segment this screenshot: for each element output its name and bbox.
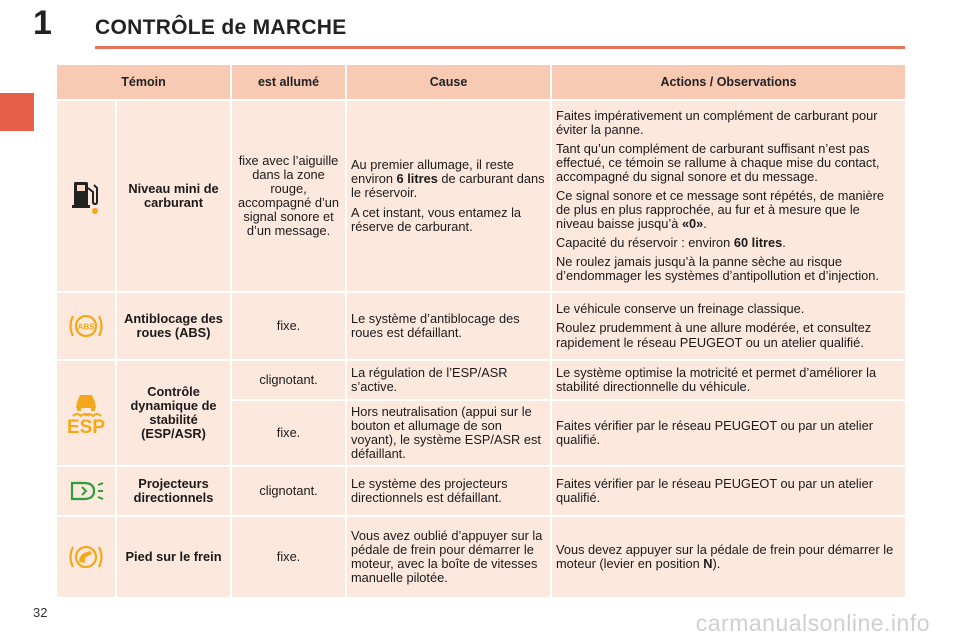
action-text: Le véhicule conserve un freinage classique. Roulez prudemment à une allure modérée, et consultez rapidement le réseau PEUGEOT ou un atelier qualifié. xyxy=(552,293,905,359)
indicator-name: Pied sur le frein xyxy=(117,517,230,597)
action-text: Le système optimise la motricité et permet d’améliorer la stabilité directionnelle du véhicule. xyxy=(552,361,905,399)
icon-cell xyxy=(57,293,115,359)
indicator-state: clignotant. xyxy=(232,361,345,399)
indicator-state: fixe. xyxy=(232,401,345,465)
icon-cell xyxy=(57,467,115,515)
directional-headlamp-icon xyxy=(61,479,111,503)
esp-icon xyxy=(61,390,111,437)
column-header-cause: Cause xyxy=(347,65,550,99)
cause-text: La régulation de l’ESP/ASR s’active. xyxy=(347,361,550,399)
table-row xyxy=(57,467,905,515)
table-row xyxy=(57,517,905,597)
column-header-temoin: Témoin xyxy=(57,65,230,99)
indicator-name: Antiblocage des roues (ABS) xyxy=(117,293,230,359)
cause-text: Hors neutralisation (appui sur le bouton et allumage de son voyant), le système ESP/ASR est défaillant. xyxy=(347,401,550,465)
cause-text: Au premier allumage, il reste environ 6 litres de carburant dans le réservoir. A cet instant, vous entamez la réserve de carburant. xyxy=(347,101,550,291)
watermark: carmanualsonline.info xyxy=(695,610,930,636)
cause-text: Le système des projecteurs directionnels est défaillant. xyxy=(347,467,550,515)
page-number: 32 xyxy=(33,605,48,620)
indicator-state: clignotant. xyxy=(232,467,345,515)
action-text: Faites vérifier par le réseau PEUGEOT ou par un atelier qualifié. xyxy=(552,401,905,465)
action-text: Faites impérativement un complément de carburant pour éviter la panne. Tant qu’un complément de carburant suffisant n’est pas effectué, ce témoin se rallume à chaque mise du contact, accompagné du signal sonore et du message. Ce signal sonore et ce message sont répétés, de manière de plus en plus rapprochée, au fur et à mesure que le niveau baisse jusqu’à «0». Capacité du réservoir : environ 60 litres. Ne roulez jamais jusqu’à la panne sèche au risque d’endommager les systèmes d’antipollution et d’injection. xyxy=(552,101,905,291)
chapter-side-tab xyxy=(0,93,34,131)
fuel-pump-icon xyxy=(61,176,111,216)
table-row xyxy=(57,101,905,291)
column-header-est-allume: est allumé xyxy=(232,65,345,99)
esp-icon-label: ESP xyxy=(66,416,106,438)
indicator-state: fixe avec l’aiguille dans la zone rouge, accompagné d’un signal sonore et d’un message. xyxy=(232,101,345,291)
table-row xyxy=(57,361,905,399)
foot-on-brake-icon xyxy=(61,542,111,572)
page-title: CONTRÔLE de MARCHE xyxy=(95,16,347,39)
chapter-number: 1 xyxy=(33,4,52,42)
indicator-name: Contrôle dynamique de stabilité (ESP/ASR) xyxy=(117,361,230,465)
svg-text:ABS: ABS xyxy=(77,322,95,332)
icon-cell xyxy=(57,101,115,291)
indicator-state: fixe. xyxy=(232,293,345,359)
column-header-actions: Actions / Observations xyxy=(552,65,905,99)
icon-cell xyxy=(57,361,115,465)
warning-lights-table xyxy=(55,63,907,599)
action-text: Vous devez appuyer sur la pédale de frein pour démarrer le moteur (levier en position N). xyxy=(552,517,905,597)
abs-icon xyxy=(61,311,111,341)
indicator-state: fixe. xyxy=(232,517,345,597)
action-text: Faites vérifier par le réseau PEUGEOT ou par un atelier qualifié. xyxy=(552,467,905,515)
table-header-row xyxy=(57,65,905,99)
cause-text: Le système d’antiblocage des roues est défaillant. xyxy=(347,293,550,359)
table-row xyxy=(57,293,905,359)
indicator-name: Projecteurs directionnels xyxy=(117,467,230,515)
icon-cell xyxy=(57,517,115,597)
indicator-name: Niveau mini de carburant xyxy=(117,101,230,291)
cause-text: Vous avez oublié d’appuyer sur la pédale de frein pour démarrer le moteur, avec la boîte de vitesses manuelle pilotée. xyxy=(347,517,550,597)
title-rule xyxy=(95,46,905,49)
